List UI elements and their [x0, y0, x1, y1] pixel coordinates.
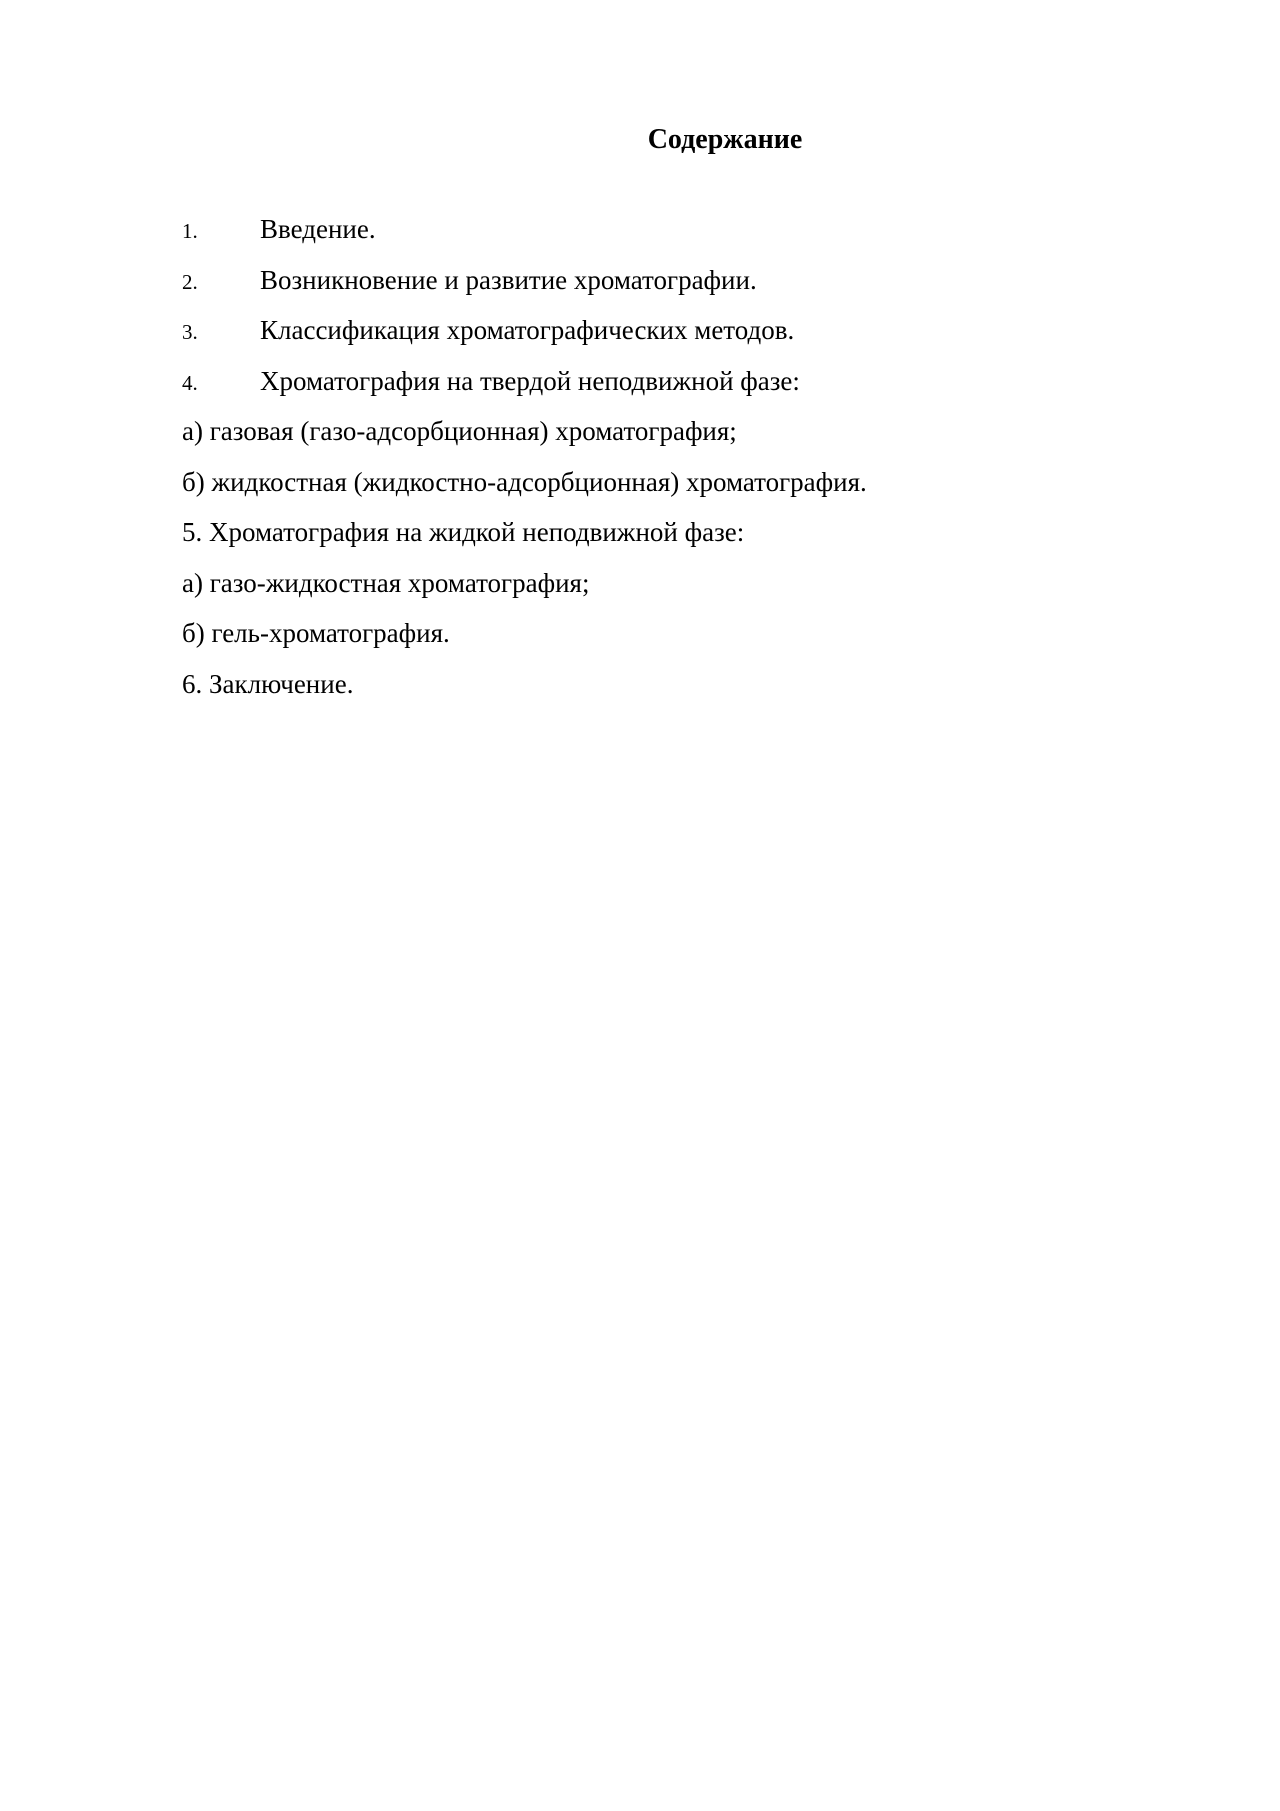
- toc-item-history: [182, 260, 1182, 311]
- toc-item-label: а) газо-жидкостная хроматография;: [182, 567, 590, 598]
- toc-item-label: Возникновение и развитие хроматографии.: [260, 264, 757, 295]
- page-title: Содержание: [647, 124, 803, 155]
- toc-item-label: Введение.: [260, 214, 376, 244]
- toc-item-solid-phase: [182, 361, 1182, 412]
- toc-subitem-gas-liquid: [182, 563, 1182, 614]
- toc-item-label: а) газовая (газо-адсорбционная) хроматография;: [182, 416, 737, 446]
- toc-item-label: б) жидкостная (жидкостно-адсорбционная) хроматография.: [182, 466, 867, 497]
- toc-item-liquid-phase: [182, 512, 1182, 563]
- toc-item-label: Хроматография на твердой неподвижной фазе:: [260, 365, 800, 396]
- toc-item-number: 1.: [182, 219, 198, 243]
- toc-subitem-gas-adsorption: [182, 411, 1182, 462]
- toc-item-label: 5. Хроматография на жидкой неподвижной фазе:: [182, 517, 745, 547]
- toc-item-label: б) гель-хроматография.: [182, 618, 450, 648]
- toc-item-number: 4.: [182, 370, 198, 395]
- toc-item-label: 6. Заключение.: [182, 668, 354, 699]
- toc-item-number: 2.: [182, 269, 198, 294]
- toc-item-introduction: [182, 209, 1182, 260]
- toc-item-classification: [182, 310, 1182, 361]
- toc-subitem-liquid-adsorption: [182, 462, 1182, 513]
- table-of-contents: [182, 209, 1182, 714]
- toc-subitem-gel: [182, 613, 1182, 664]
- toc-item-number: 3.: [182, 320, 198, 344]
- toc-item-conclusion: [182, 664, 1182, 715]
- toc-item-label: Классификация хроматографических методов.: [260, 315, 795, 345]
